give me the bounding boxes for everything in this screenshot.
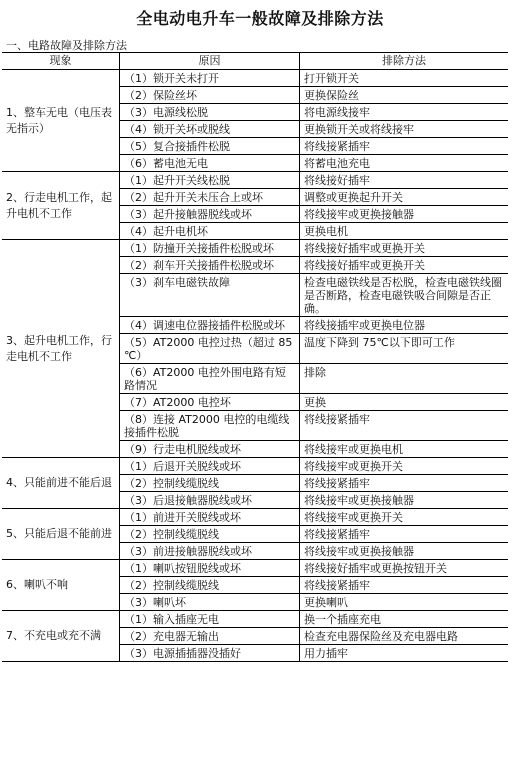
cause-cell: （3）电源插插器没插好 xyxy=(119,645,299,661)
cause-cell: （8）连接 AT2000 电控的电缆线接插件松脱 xyxy=(119,411,299,440)
table-row xyxy=(119,86,508,103)
cause-cell: （2）控制线缆脱线 xyxy=(119,475,299,491)
fix-cell: 用力插牢 xyxy=(299,645,508,661)
cause-cell: （7）AT2000 电控坏 xyxy=(119,394,299,410)
phenomenon-cell: 5、只能后退不能前进 xyxy=(6,527,112,540)
fix-cell: 将线接紧插牢 xyxy=(299,411,508,440)
fix-cell: 更换 xyxy=(299,394,508,410)
fix-cell: 将线接牢或更换开关 xyxy=(299,509,508,525)
cause-cell: （6）蓄电池无电 xyxy=(119,155,299,171)
cause-cell: （2）起升开关未压合上或坏 xyxy=(119,189,299,205)
table-row xyxy=(119,222,508,239)
table-row xyxy=(119,393,508,410)
fix-cell: 将线接牢或更换接触器 xyxy=(299,492,508,508)
cause-cell: （3）电源线松脱 xyxy=(119,104,299,120)
table-row xyxy=(119,560,508,576)
cause-cell: （1）防撞开关接插件松脱或坏 xyxy=(119,240,299,256)
header-phenomenon: 现象 xyxy=(49,54,72,67)
table-row xyxy=(119,103,508,120)
cause-cell: （6）AT2000 电控外围电路有短路情况 xyxy=(119,364,299,393)
cause-cell: （2）保险丝坏 xyxy=(119,87,299,103)
fix-cell: 更换锁开关或将线接牢 xyxy=(299,121,508,137)
cause-cell: （5）AT2000 电控过热（超过 85 ℃） xyxy=(119,334,299,363)
fix-cell: 将线接牢或更换电机 xyxy=(299,441,508,457)
cause-cell: （3）前进接触器脱线或坏 xyxy=(119,543,299,559)
fix-cell: 将线接紧插牢 xyxy=(299,138,508,154)
fault-group-5 xyxy=(2,508,508,559)
cause-cell: （3）喇叭坏 xyxy=(119,594,299,610)
phenomenon-cell: 2、行走电机工作，起升电机不工作 xyxy=(6,190,112,220)
fix-cell: 将线接好插牢或更换开关 xyxy=(299,240,508,256)
fix-cell: 检查电磁铁线是否松脱，检查电磁铁线圈是否断路，检查电磁铁吸合间隙是否正确。 xyxy=(299,274,508,316)
section-heading: 一、电路故障及排除方法 xyxy=(6,39,127,52)
table-row xyxy=(119,611,508,627)
table-row xyxy=(119,474,508,491)
cause-cell: （1）喇叭按钮脱线或坏 xyxy=(119,560,299,576)
table-row xyxy=(119,644,508,661)
table-row xyxy=(119,363,508,393)
header-fix: 排除方法 xyxy=(299,53,508,69)
table-row xyxy=(119,188,508,205)
cause-cell: （4）锁开关坏或脱线 xyxy=(119,121,299,137)
cause-cell: （3）刹车电磁铁故障 xyxy=(119,274,299,316)
table-row xyxy=(119,509,508,525)
fix-cell: 调整或更换起升开关 xyxy=(299,189,508,205)
table-row xyxy=(119,410,508,440)
table-header-row xyxy=(2,52,508,69)
fix-cell: 将线接好插牢或更换按钮开关 xyxy=(299,560,508,576)
cause-cell: （1）起升开关线松脱 xyxy=(119,172,299,188)
table-row xyxy=(119,205,508,222)
fix-cell: 将线接紧插牢 xyxy=(299,475,508,491)
phenomenon-cell: 1、整车无电（电压表无指示） xyxy=(6,105,112,135)
fix-cell: 将线接牢或更换开关 xyxy=(299,458,508,474)
fix-cell: 将电源线接牢 xyxy=(299,104,508,120)
fix-cell: 将线接好插牢或更换开关 xyxy=(299,257,508,273)
fix-cell: 换一个插座充电 xyxy=(299,611,508,627)
table-row xyxy=(119,316,508,333)
fault-group-1 xyxy=(2,69,508,171)
fix-cell: 将线接牢或更换接触器 xyxy=(299,543,508,559)
table-row xyxy=(119,542,508,559)
cause-cell: （1）前进开关脱线或坏 xyxy=(119,509,299,525)
document-title: 全电动电升车一般故障及排除方法 xyxy=(136,9,384,28)
cause-cell: （4）调速电位器接插件松脱或坏 xyxy=(119,317,299,333)
table-row xyxy=(119,576,508,593)
fix-cell: 更换电机 xyxy=(299,223,508,239)
fault-group-7 xyxy=(2,610,508,662)
cause-cell: （2）刹车开关接插件松脱或坏 xyxy=(119,257,299,273)
phenomenon-cell: 6、喇叭不响 xyxy=(6,578,68,591)
fault-group-2 xyxy=(2,171,508,239)
table-row xyxy=(119,120,508,137)
fault-group-6 xyxy=(2,559,508,610)
table-row xyxy=(119,458,508,474)
phenomenon-cell: 4、只能前进不能后退 xyxy=(6,476,112,489)
fault-group-4 xyxy=(2,457,508,508)
fix-cell: 排除 xyxy=(299,364,508,393)
header-cause: 原因 xyxy=(119,53,299,69)
fix-cell: 将线接牢或更换接触器 xyxy=(299,206,508,222)
cause-cell: （2）控制线缆脱线 xyxy=(119,577,299,593)
cause-cell: （5）复合接插件松脱 xyxy=(119,138,299,154)
cause-cell: （9）行走电机脱线或坏 xyxy=(119,441,299,457)
fix-cell: 温度下降到 75℃以下即可工作 xyxy=(299,334,508,363)
table-row xyxy=(119,137,508,154)
fix-cell: 更换喇叭 xyxy=(299,594,508,610)
table-row xyxy=(119,333,508,363)
table-row xyxy=(119,172,508,188)
cause-cell: （2）控制线缆脱线 xyxy=(119,526,299,542)
cause-cell: （1）输入插座无电 xyxy=(119,611,299,627)
fix-cell: 将蓄电池充电 xyxy=(299,155,508,171)
fix-cell: 更换保险丝 xyxy=(299,87,508,103)
cause-cell: （4）起升电机坏 xyxy=(119,223,299,239)
cause-cell: （1）后退开关脱线或坏 xyxy=(119,458,299,474)
fix-cell: 将线接紧插牢 xyxy=(299,526,508,542)
table-row xyxy=(119,491,508,508)
cause-cell: （3）后退接触器脱线或坏 xyxy=(119,492,299,508)
fix-cell: 将线接紧插牢 xyxy=(299,577,508,593)
fault-group-3 xyxy=(2,239,508,457)
table-row xyxy=(119,440,508,457)
table-row xyxy=(119,525,508,542)
fault-table xyxy=(2,52,508,662)
table-row xyxy=(119,593,508,610)
table-row xyxy=(119,154,508,171)
phenomenon-cell: 3、起升电机工作，行走电机不工作 xyxy=(6,333,112,363)
cause-cell: （3）起升接触器脱线或坏 xyxy=(119,206,299,222)
table-row xyxy=(119,256,508,273)
table-row xyxy=(119,240,508,256)
table-row xyxy=(119,627,508,644)
cause-cell: （2）充电器无输出 xyxy=(119,628,299,644)
phenomenon-cell: 7、不充电或充不满 xyxy=(6,629,101,642)
fix-cell: 将线接插牢或更换电位器 xyxy=(299,317,508,333)
fix-cell: 打开锁开关 xyxy=(299,70,508,86)
table-row xyxy=(119,70,508,86)
fix-cell: 检查充电器保险丝及充电器电路 xyxy=(299,628,508,644)
fix-cell: 将线接好插牢 xyxy=(299,172,508,188)
table-row xyxy=(119,273,508,316)
cause-cell: （1）锁开关未打开 xyxy=(119,70,299,86)
